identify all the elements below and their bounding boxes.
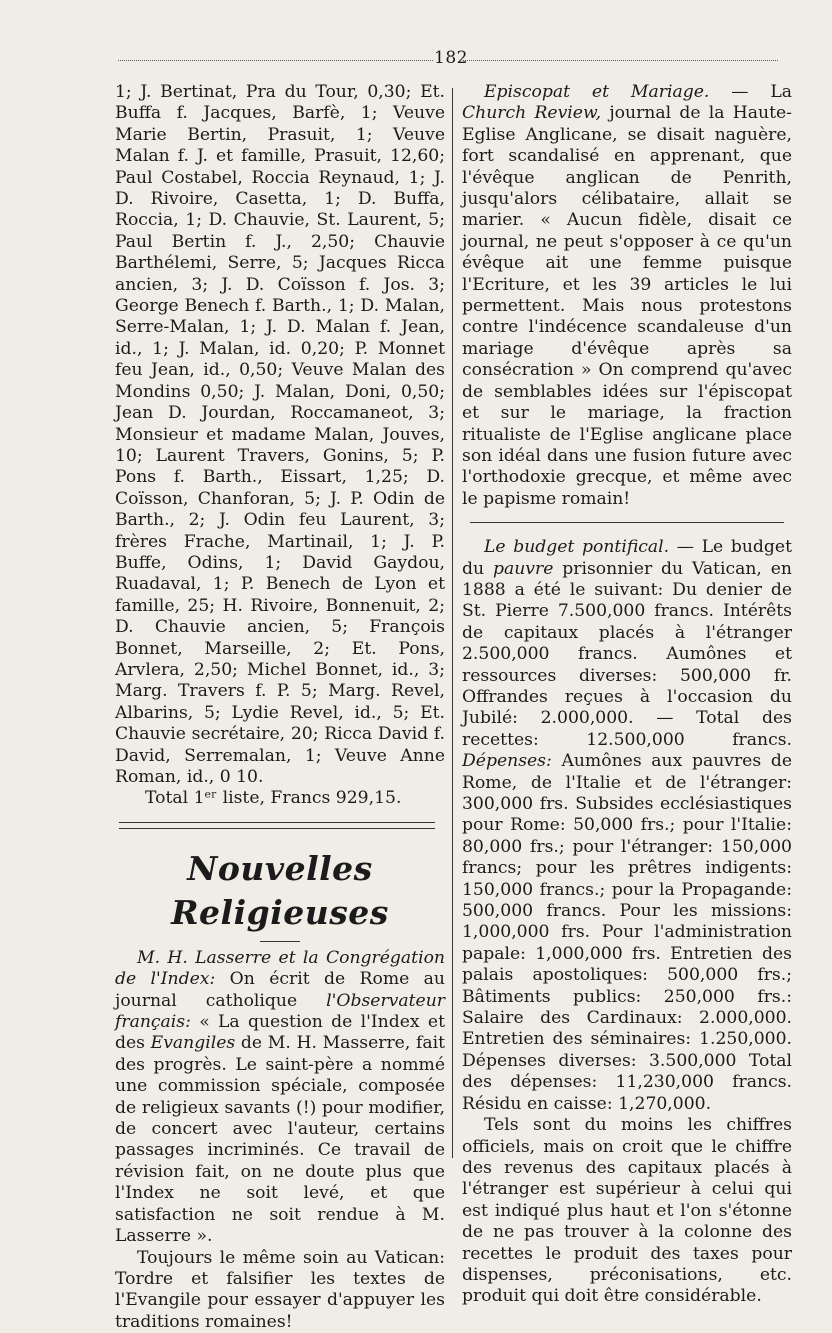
lasserre-journal: l'Observateur français: <box>115 991 445 1032</box>
lasserre-evangiles: Evangiles <box>151 1033 236 1053</box>
episcopat-dash: — La <box>709 82 792 102</box>
budget-body-b: prisonnier du Vatican, en 1888 a été le suivant: Du denier de St. Pierre 7.500,000 francs. Intérêts de capitaux placés à l'étranger 2.500,000 francs. Aumônes et ressources diverses: 500,000 fr. Offrandes reçues à l'occasion du Jubilé: 2.000,000. — Total des recettes: 12.500,000 francs. <box>462 559 792 750</box>
right-column <box>462 82 792 1308</box>
lasserre-body-a: On écrit de Rome au journal catholique <box>115 969 445 1010</box>
episcopat-article <box>462 82 792 510</box>
article-divider <box>470 522 784 523</box>
budget-title: Le budget pontifical. <box>484 537 669 557</box>
header-rule-right <box>463 60 778 64</box>
budget-body-c: Aumônes aux pauvres de Rome, de l'Italie et de l'étranger: 300,000 frs. Subsides ecclésiastiques pour Rome: 50,000 frs.; pour l'Italie: 80,000 frs.; pour l'étranger: 150,000 francs; pour les prêtres indigents: 150,000 francs.; pour la Propagande: 500,000 francs. Pour les missions: 1,000,000 frs. Pour l'administration papale: 1,000,000 frs. Entretien des palais apostoliques: 500,000 frs.; Bâtiments publics: 250,000 frs.: Salaire des Cardinaux: 2.000,000. Entretien des séminaires: 1.250,000. Dépenses diverses: 3.500,000 Total des dépenses: 11,230,000 francs. Résidu en caisse: 1,270,000. <box>462 751 792 1114</box>
vatican-paragraph: Toujours le même soin au Vatican: Tordre et falsifier les textes de l'Evangile pour essayer d'appuyer les traditions romaines! <box>115 1248 445 1333</box>
left-column <box>115 82 445 1333</box>
budget-body-a: — Le budget du <box>462 537 792 578</box>
subscription-list: 1; J. Bertinat, Pra du Tour, 0,30; Et. Buffa f. Jacques, Barfè, 1; Veuve Marie Bertin, Prasuit, 1; Veuve Malan f. J. et famille, Prasuit, 12,60; Paul Costabel, Roccia Reynaud, 1; J. D. Rivoire, Casetta, 1; D. Buffa, Roccia, 1; D. Chauvie, St. Laurent, 5; Paul Bertin f. J., 2,50; Chauvie Barthélemi, Serre, 5; Jacques Ricca ancien, 3; J. D. Coïsson f. Jos. 3; George Benech f. Barth., 1; D. Malan, Serre-Malan, 1; J. D. Malan f. Jean, id., 1; J. Malan, id. 0,20; P. Monnet feu Jean, id., 0,50; Veuve Malan des Mondins 0,50; J. Malan, Doni, 0,50; Jean D. Jourdan, Roccamaneot, 3; Monsieur et madame Malan, Jouves, 10; Laurent Travers, Gonins, 5; P. Pons f. Barth., Eissart, 1,25; D. Coïsson, Chanforan, 5; J. P. Odin de Barth., 2; J. Odin feu Laurent, 3; frères Frache, Martinail, 1; J. P. Buffe, Odins, 1; David Gaydou, Ruadaval, 1; P. Benech de Lyon et famille, 25; H. Rivoire, Bonnenuit, 2; D. Chauvie ancien, 5; François Bonnet, Marseille, 2; Et. Pons, Arvlera, 2,50; Michel Bonnet, id., 3; Marg. Travers f. P. 5; Marg. Revel, Albarins, 5; Lydie Revel, id., 5; Et. Chauvie secrétaire, 20; Ricca David f. David, Serremalan, 1; Veuve Anne Roman, id., 0 10. <box>115 82 445 788</box>
heading-underline <box>260 941 300 942</box>
lasserre-title: M. H. Lasserre et la Congrégation de l'Index: <box>115 948 445 989</box>
closing-paragraph: Tels sont du moins les chiffres officiels, mais on croit que le chiffre des revenus des capitaux placés à l'étranger est supérieur à celui qui est indiqué plus haut et l'on s'étonne de ne pas trouver à la colonne des recettes le produit des taxes pour dispenses, préconisations, etc. produit qui doit être considérable. <box>462 1115 792 1308</box>
episcopat-title: Episcopat et Mariage. <box>484 82 709 102</box>
column-divider <box>452 88 453 1158</box>
section-divider <box>119 822 435 829</box>
lasserre-body-c: de M. H. Masserre, fait des progrès. Le saint-père a nommé une commission spéciale, composée de religieux savants (!) pour modifier, de concert avec l'auteur, certains passages incriminés. Ce travail de révision fait, on ne doute plus que l'Index ne soit levé, et que satisfaction ne soit rendue à M. Lasserre ». <box>115 1033 445 1246</box>
budget-pauvre: pauvre <box>493 559 553 579</box>
budget-article <box>462 537 792 1115</box>
total-line: Total 1ᵉʳ liste, Francs 929,15. <box>115 788 445 809</box>
section-heading: Nouvelles Religieuses <box>115 847 445 935</box>
lasserre-article <box>115 948 445 1248</box>
lasserre-body-b: « La question de l'Index et des <box>115 1012 445 1053</box>
page-number-bar <box>118 48 778 72</box>
church-review: Church Review, <box>462 103 601 123</box>
page-number: 182 <box>434 48 464 68</box>
episcopat-body: journal de la Haute-Eglise Anglicane, se disait naguère, fort scandalisé en apprenant, que l'évêque anglican de Penrith, jusqu'alors célibataire, allait se marier. « Aucun fidèle, disait ce journal, ne peut s'opposer à ce qu'un évêque ait une femme puisque l'Ecriture, et les 39 articles le lui permettent. Mais nous protestons contre l'indécence scandaleuse d'un mariage d'évêque après sa consécration » On comprend qu'avec de semblables idées sur l'épiscopat et sur le mariage, la fraction ritualiste de l'Eglise anglicane place son idéal dans une fusion future avec l'orthodoxie grecque, et même avec le papisme romain! <box>462 103 792 508</box>
header-rule-left <box>118 60 433 64</box>
budget-depenses: Dépenses: <box>462 751 552 771</box>
